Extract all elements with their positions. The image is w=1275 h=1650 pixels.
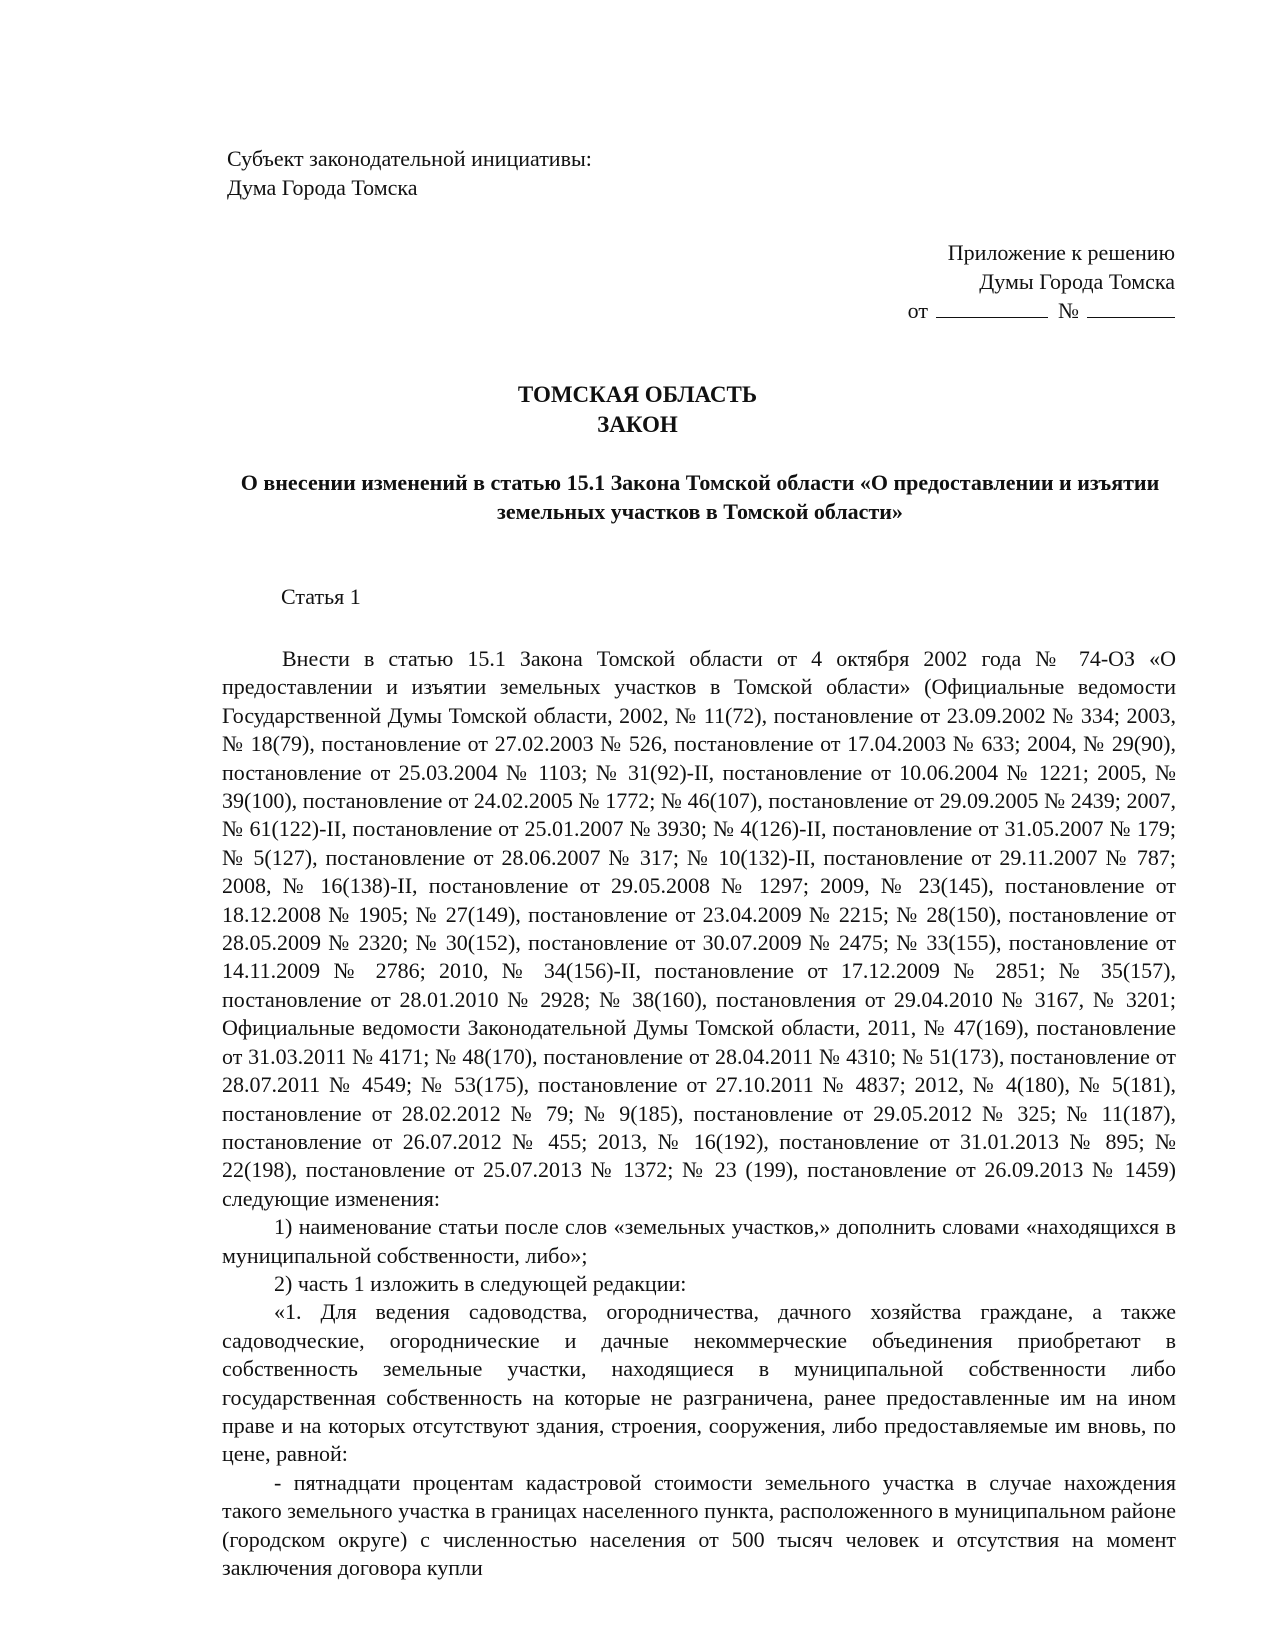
number-blank-line [1087, 297, 1175, 318]
initiative-subject: Дума Города Томска [227, 175, 418, 200]
law-subtitle: О внесении изменений в статью 15.1 Закона Томской области «О предоставлении и изъятии земельных участков в Томской области» [240, 470, 1160, 524]
appendix-date-number-line [908, 296, 1175, 325]
appendix-from-label: от [907, 298, 928, 323]
date-blank-line [936, 297, 1048, 318]
quoted-dash-item-1: - пятнадцати процентам кадастровой стоимости земельного участка в случае нахождения такого земельного участка в границах населенного пункта, расположенного в муниципальном районе (городском округе) с численностью населения от 500 тысяч человек и отсутствия на момент заключения договора купли [222, 1469, 1176, 1580]
document-type-title: ЗАКОН [597, 412, 678, 437]
appendix-number-label: № [1058, 298, 1079, 323]
appendix-line-1: Приложение к решению [947, 240, 1175, 265]
quoted-part-1: «1. Для ведения садоводства, огородничества, дачного хозяйства граждане, а также садоводческие, огороднические и дачные некоммерческие объединения приобретают в собственность земельные участки, находящиеся в муниципальной собственности либо государственная собственность на которые не разграничена, ранее предоставленные им на ином праве и на которых отсутствуют здания, строения, сооружения, либо предоставляемые им вновь, по цене, равной: [222, 1299, 1176, 1467]
article-intro-paragraph: Внести в статью 15.1 Закона Томской области от 4 октября 2002 года № 74-ОЗ «О предоставлении и изъятии земельных участков в Томской области» (Официальные ведомости Государственной Думы Томской области, 2002, № 11(72), постановление от 23.09.2002 № 334; 2003, № 18(79), постановление от 27.02.2003 № 526, постановление от 17.04.2003 № 633; 2004, № 29(90), постановление от 25.03.2004 № 1103; № 31(92)-II, постановление от 10.06.2004 № 1221; 2005, № 39(100), постановление от 24.02.2005 № 1772; № 46(107), постановление от 29.09.2005 № 2439; 2007, № 61(122)-II, постановление от 25.01.2007 № 3930; № 4(126)-II, постановление от 31.05.2007 № 179; № 5(127), постановление от 28.06.2007 № 317; № 10(132)-II, постановление от 29.11.2007 № 787; 2008, № 16(138)-II, постановление от 29.05.2008 № 1297; 2009, № 23(145), постановление от 18.12.2008 № 1905; № 27(149), постановление от 23.04.2009 № 2215; № 28(150), постановление от 28.05.2009 № 2320; № 30(152), постановление от 30.07.2009 № 2475; № 33(155), постановление от 14.11.2009 № 2786; 2010, № 34(156)-II, постановление от 17.12.2009 № 2851; № 35(157), постановление от 28.01.2010 № 2928; № 38(160), постановления от 29.04.2010 № 3167, № 3201; Официальные ведомости Законодательной Думы Томской области, 2011, № 47(169), постановление от 31.03.2011 № 4171; № 48(170), постановление от 28.04.2011 № 4310; № 51(173), постановление от 28.07.2011 № 4549; № 53(175), постановление от 27.10.2011 № 4837; 2012, № 4(180), № 5(181), постановление от 28.02.2012 № 79; № 9(185), постановление от 29.05.2012 № 325; № 11(187), постановление от 26.07.2012 № 455; 2013, № 16(192), постановление от 31.01.2013 № 895; № 22(198), постановление от 25.07.2013 № 1372; № 23 (199), постановление от 26.09.2013 № 1459) следующие изменения: [222, 646, 1176, 1211]
article-body [222, 645, 1176, 1582]
amendment-item-1: 1) наименование статьи после слов «земельных участков,» дополнить словами «находящихся в муниципальной собственности, либо»; [222, 1214, 1176, 1268]
initiative-label: Субъект законодательной инициативы: [227, 146, 592, 171]
amendment-item-2: 2) часть 1 изложить в следующей редакции: [274, 1270, 687, 1296]
appendix-block [908, 238, 1175, 325]
legislative-initiative-block [227, 144, 592, 202]
appendix-line-2: Думы Города Томска [979, 269, 1175, 294]
law-title [0, 380, 1275, 440]
article-heading: Статья 1 [281, 584, 361, 609]
region-title: ТОМСКАЯ ОБЛАСТЬ [517, 382, 758, 407]
